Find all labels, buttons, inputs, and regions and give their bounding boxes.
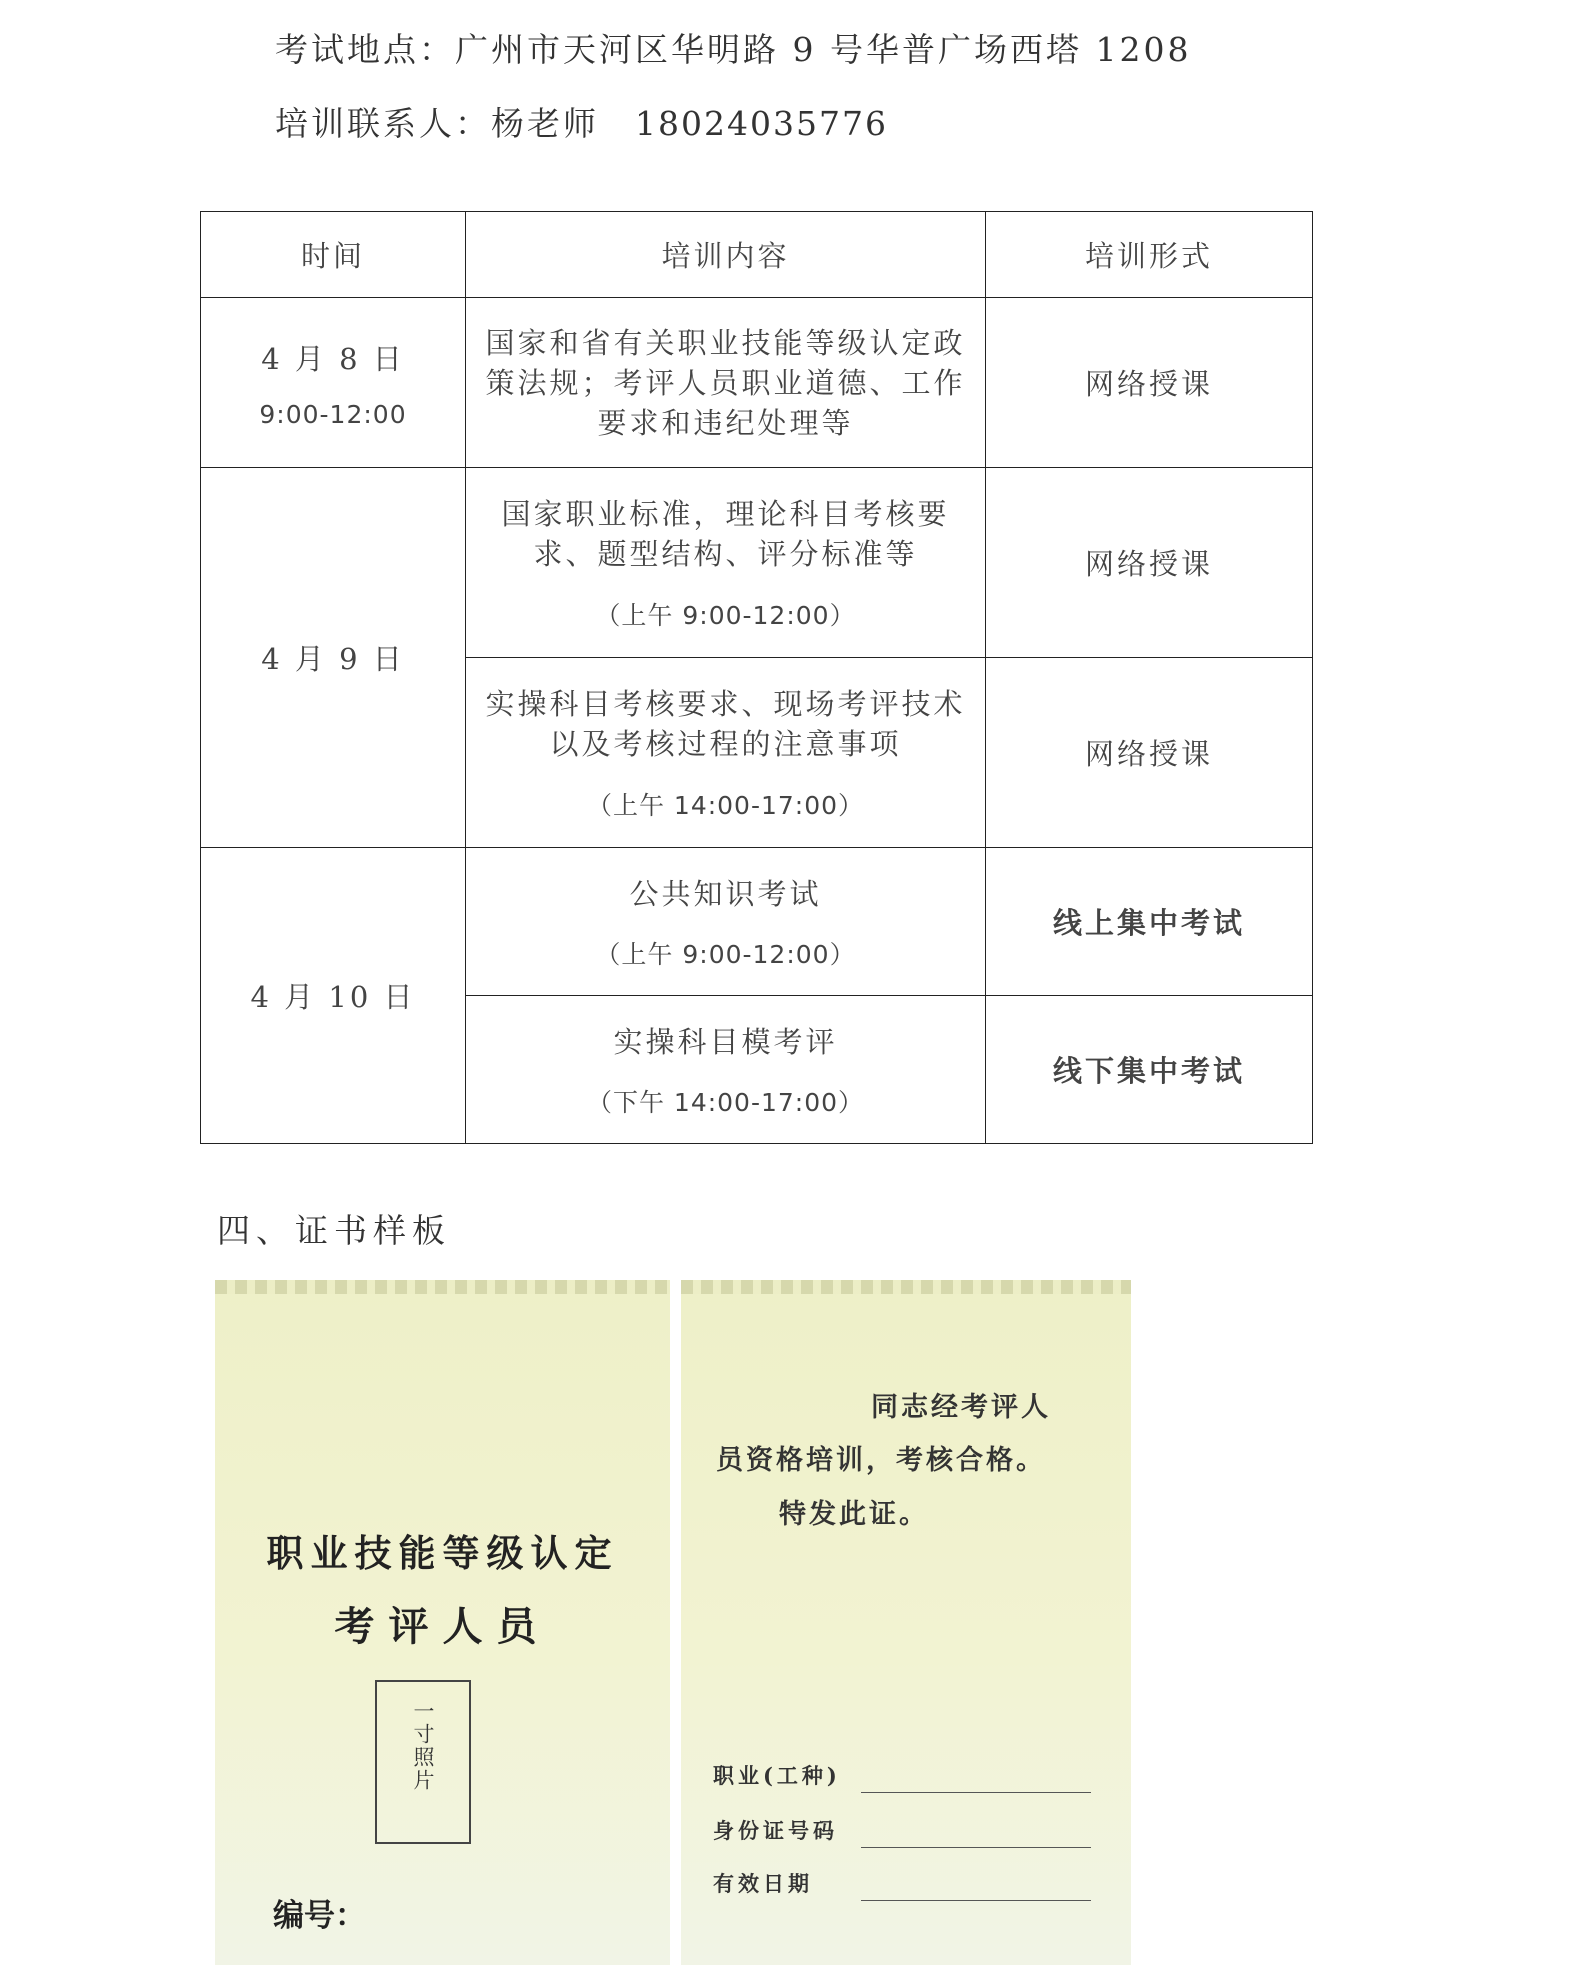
- photo-placeholder: [375, 1680, 471, 1844]
- row2a-form: 网络授课: [986, 468, 1313, 658]
- row1-content-text: 国家和省有关职业技能等级认定政策法规；考评人员职业道德、工作要求和违纪处理等: [485, 325, 966, 440]
- field-valid-date: [713, 1868, 813, 1898]
- field-underline: [861, 1847, 1091, 1848]
- table-row: [201, 848, 1313, 996]
- photo-label: 一寸照片: [411, 1700, 435, 1792]
- row2a-content: [466, 468, 986, 658]
- header-time: 时间: [201, 212, 466, 298]
- cert-title-line2: 考评人员: [334, 1603, 551, 1650]
- field-underline: [861, 1900, 1091, 1901]
- row3b-content: [466, 996, 986, 1144]
- row3b-form: 线下集中考试: [986, 996, 1313, 1144]
- training-schedule-table: [200, 211, 1313, 1144]
- header-content: 培训内容: [466, 212, 986, 298]
- row2a-content-text: 国家职业标准，理论科目考核要求、题型结构、评分标准等: [501, 496, 950, 571]
- cert-statement-line2: 员资格培训，考核合格。: [716, 1445, 1046, 1476]
- field-underline: [861, 1792, 1091, 1793]
- scan-blur-strip: [215, 1280, 670, 1294]
- row3b-time: （下午 14:00-17:00）: [586, 1088, 865, 1117]
- field-occupation: [713, 1760, 841, 1790]
- row3a-content-text: 公共知识考试: [629, 877, 822, 911]
- row3a-content: [466, 848, 986, 996]
- row2b-content: [466, 658, 986, 848]
- field-id-number: [713, 1815, 838, 1845]
- cert-number-label: 编号：: [273, 1898, 366, 1934]
- scan-blur-strip: [681, 1280, 1131, 1294]
- cert-statement-line3: 特发此证。: [779, 1499, 929, 1530]
- field-valid-label: 有效日期: [713, 1871, 813, 1896]
- row1-content: [466, 298, 986, 468]
- row3a-form: 线上集中考试: [986, 848, 1313, 996]
- row1-form: 网络授课: [986, 298, 1313, 468]
- table-row: [201, 468, 1313, 658]
- row3a-time: （上午 9:00-12:00）: [595, 940, 856, 969]
- row2a-time: （上午 9:00-12:00）: [595, 600, 856, 630]
- cert-statement-line1: 同志经考评人: [871, 1392, 1051, 1423]
- section-title: 四、证书样板: [217, 1211, 451, 1250]
- header-form: 培训形式: [986, 212, 1313, 298]
- field-occupation-label: 职业(工种): [713, 1763, 841, 1788]
- row1-time: 9:00-12:00: [259, 399, 407, 429]
- contact-name: 培训联系人：杨老师: [275, 104, 599, 143]
- contact-phone: 18024035776: [635, 104, 888, 143]
- row2b-form: 网络授课: [986, 658, 1313, 848]
- cert-title-line1: 职业技能等级认定: [266, 1531, 619, 1575]
- exam-location: 考试地点：广州市天河区华明路 9 号华普广场西塔 1208: [275, 30, 1192, 69]
- row3-date: 4 月 10 日: [201, 848, 466, 1144]
- row2b-content-text: 实操科目考核要求、现场考评技术以及考核过程的注意事项: [485, 686, 966, 761]
- row2b-time: （上午 14:00-17:00）: [586, 790, 865, 820]
- table-header-row: [201, 212, 1313, 298]
- certificate-inner-page: [681, 1280, 1131, 1965]
- row1-time-cell: [201, 298, 466, 468]
- certificate-cover: [215, 1280, 670, 1965]
- row3b-content-text: 实操科目模考评: [613, 1025, 838, 1059]
- row1-date: 4 月 8 日: [261, 341, 405, 376]
- training-contact: [275, 98, 888, 145]
- row2-date: 4 月 9 日: [201, 468, 466, 848]
- table-row: [201, 298, 1313, 468]
- field-id-label: 身份证号码: [713, 1818, 838, 1843]
